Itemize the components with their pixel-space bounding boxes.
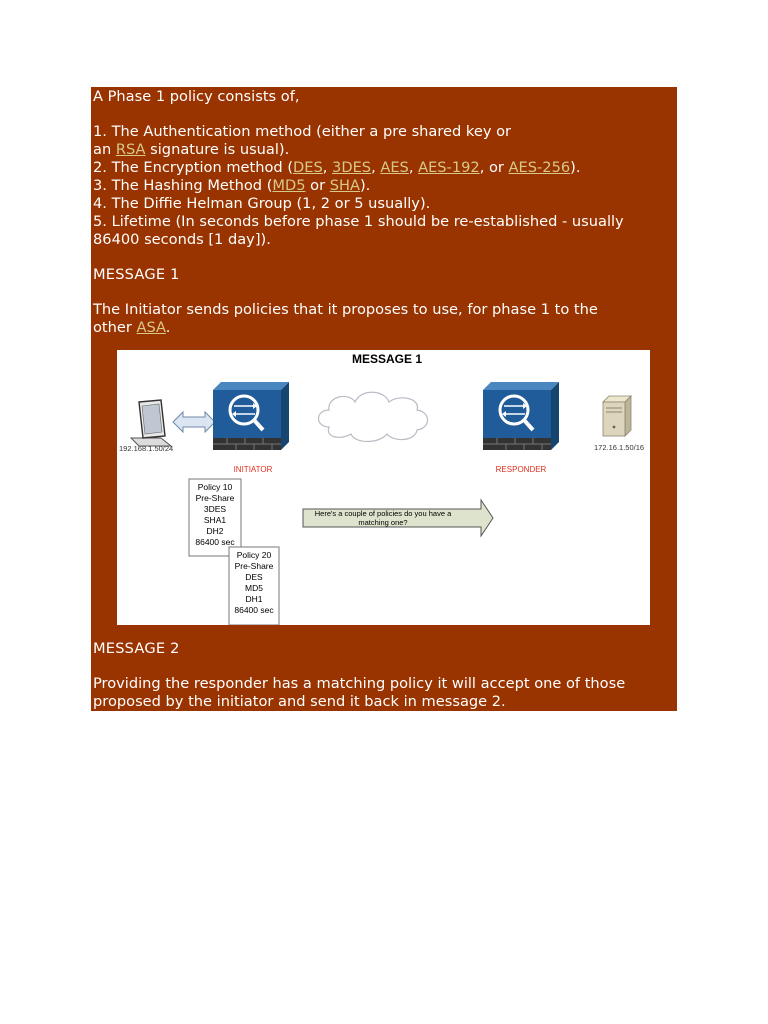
initiator-label: INITIATOR bbox=[233, 465, 273, 474]
md5-link[interactable]: MD5 bbox=[272, 177, 306, 194]
responder-label: RESPONDER bbox=[495, 465, 547, 474]
laptop-ip-label: 192.168.1.50/24 bbox=[119, 444, 174, 453]
policy10-line: 86400 sec bbox=[195, 537, 235, 547]
policy10-line: Policy 10 bbox=[197, 482, 233, 492]
message2-text: Providing the responder has a matching policy it will accept one of those bbox=[93, 675, 626, 692]
rsa-link[interactable]: RSA bbox=[115, 141, 146, 158]
item-authentication-cont: an RSA signature is usual). bbox=[93, 141, 290, 158]
item-lifetime-cont: 86400 seconds [1 day]). bbox=[93, 231, 271, 248]
message2-heading: MESSAGE 2 bbox=[93, 640, 180, 657]
policy10-line: 3DES bbox=[203, 504, 227, 514]
3des-link[interactable]: 3DES bbox=[332, 159, 372, 176]
policy20-line: DH1 bbox=[245, 594, 263, 604]
message1-text-cont: other ASA. bbox=[93, 319, 171, 336]
policy20-line: Policy 20 bbox=[236, 550, 272, 560]
initiator-firewall-icon bbox=[213, 382, 289, 450]
internet-cloud-icon bbox=[319, 392, 428, 441]
des-link[interactable]: DES bbox=[293, 159, 323, 176]
message1-text: The Initiator sends policies that it proposes to use, for phase 1 to the bbox=[93, 301, 598, 318]
item-dh-group: 4. The Diffie Helman Group (1, 2 or 5 usually). bbox=[93, 195, 431, 212]
message2-text-cont: proposed by the initiator and send it back in message 2. bbox=[93, 693, 506, 710]
policy10-line: Pre-Share bbox=[195, 493, 235, 503]
laptop-icon bbox=[131, 400, 171, 446]
item-encryption: 2. The Encryption method (DES, 3DES, AES, AES-192, or AES-256). bbox=[93, 159, 581, 176]
aes-256-link[interactable]: AES-256 bbox=[508, 159, 571, 176]
policy20-line: DES bbox=[245, 572, 263, 582]
content-panel bbox=[91, 87, 677, 711]
double-arrow-icon bbox=[173, 412, 215, 432]
arrow-text: matching one? bbox=[358, 518, 408, 527]
intro-text: A Phase 1 policy consists of, bbox=[93, 88, 300, 105]
policy20-line: Pre-Share bbox=[234, 561, 274, 571]
sha-link[interactable]: SHA bbox=[329, 177, 360, 194]
policy10-line: DH2 bbox=[206, 526, 224, 536]
asa-link[interactable]: ASA bbox=[136, 319, 166, 336]
server-ip-label: 172.16.1.50/16 bbox=[594, 443, 645, 452]
aes-192-link[interactable]: AES-192 bbox=[418, 159, 480, 176]
diagram-svg bbox=[117, 350, 650, 625]
diagram-title: MESSAGE 1 bbox=[351, 352, 423, 366]
message1-heading: MESSAGE 1 bbox=[93, 266, 180, 283]
policy20-line: 86400 sec bbox=[234, 605, 274, 615]
message2-section bbox=[93, 640, 625, 711]
policy10-line: SHA1 bbox=[203, 515, 227, 525]
arrow-text: Here's a couple of policies do you have a bbox=[314, 509, 452, 518]
item-authentication: 1. The Authentication method (either a pre shared key or bbox=[93, 123, 512, 140]
responder-firewall-icon bbox=[483, 382, 559, 450]
item-hashing: 3. The Hashing Method (MD5 or SHA). bbox=[93, 177, 371, 194]
message1-diagram bbox=[117, 350, 650, 625]
aes-link[interactable]: AES bbox=[380, 159, 409, 176]
item-lifetime: 5. Lifetime (In seconds before phase 1 should be re-established - usually bbox=[93, 213, 624, 230]
server-icon bbox=[603, 396, 631, 436]
policy20-line: MD5 bbox=[245, 583, 263, 593]
